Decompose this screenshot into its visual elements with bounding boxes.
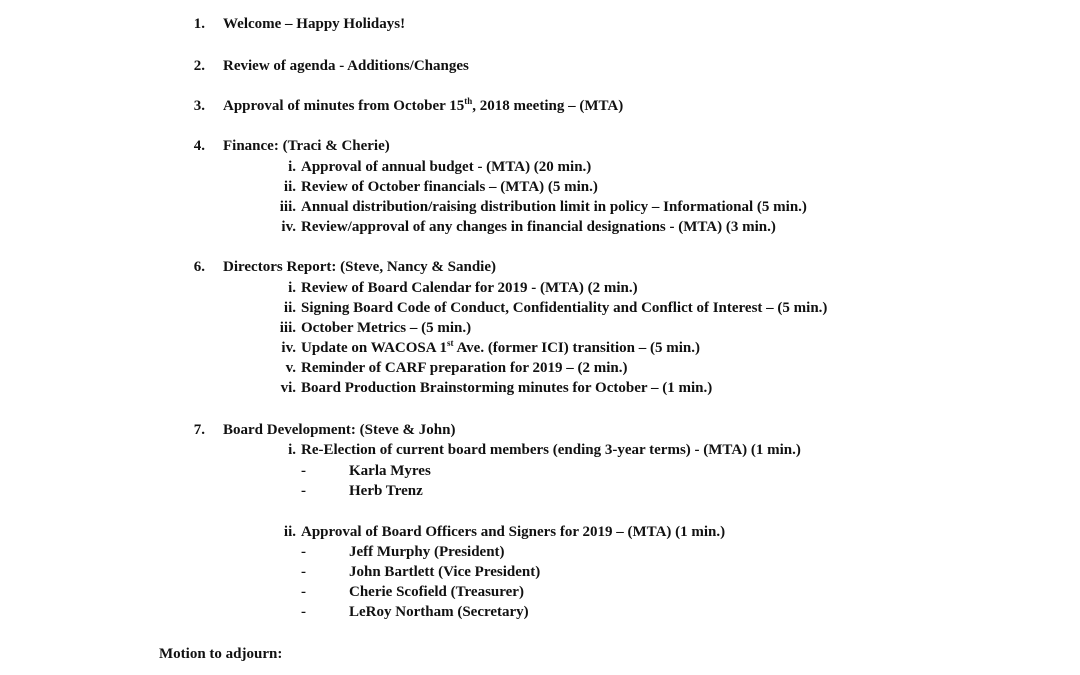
officer-name: Cherie Scofield (Treasurer): [349, 584, 524, 600]
subitem-numeral: iii.: [279, 199, 296, 215]
list-dash: -: [301, 483, 306, 499]
item-number: 3.: [193, 98, 205, 114]
list-dash: -: [301, 584, 306, 600]
item-text: Board Development: (Steve & John): [223, 422, 456, 438]
subitem-text: Approval of Board Officers and Signers for 2019 – (MTA) (1 min.): [301, 524, 726, 540]
subitem-text: Review of Board Calendar for 2019 - (MTA) (2 min.): [301, 280, 638, 296]
item-text: Finance: (Traci & Cherie): [223, 138, 390, 154]
item-number: 2.: [193, 58, 205, 74]
subitem-numeral: ii.: [283, 524, 296, 540]
subitem-numeral: ii.: [283, 179, 296, 195]
item-number: 1.: [193, 16, 205, 32]
subitem-text: Signing Board Code of Conduct, Confidentiality and Conflict of Interest – (5 min.): [301, 300, 828, 316]
subitem-text: Review of October financials – (MTA) (5 min.): [301, 179, 598, 195]
officer-name: John Bartlett (Vice President): [349, 564, 541, 580]
subitem-numeral: iv.: [281, 219, 296, 235]
list-dash: -: [301, 604, 306, 620]
subitem-numeral: vi.: [280, 380, 296, 396]
subitem-numeral: iv.: [281, 340, 296, 356]
item-text: Welcome – Happy Holidays!: [223, 16, 406, 32]
subitem-text: Annual distribution/raising distribution limit in policy – Informational (5 min.): [301, 199, 807, 215]
subitem-numeral: i.: [288, 280, 296, 296]
item-text: Approval of minutes from October 15th, 2018 meeting – (MTA): [223, 96, 624, 114]
subitem-text: October Metrics – (5 min.): [301, 320, 472, 336]
officer-name: Jeff Murphy (President): [349, 544, 505, 560]
subitem-text: Re-Election of current board members (ending 3-year terms) - (MTA) (1 min.): [301, 442, 801, 458]
officer-name: LeRoy Northam (Secretary): [349, 604, 529, 620]
subitem-text: Reminder of CARF preparation for 2019 – (2 min.): [301, 360, 628, 376]
subitem-numeral: ii.: [283, 300, 296, 316]
member-name: Karla Myres: [349, 463, 431, 479]
item-text: Directors Report: (Steve, Nancy & Sandie): [223, 259, 496, 275]
closing-text: Motion to adjourn:: [159, 646, 283, 662]
subitem-text: Review/approval of any changes in financial designations - (MTA) (3 min.): [301, 219, 776, 235]
item-text: Review of agenda - Additions/Changes: [223, 58, 469, 74]
subitem-text: Update on WACOSA 1st Ave. (former ICI) transition – (5 min.): [301, 338, 701, 356]
list-dash: -: [301, 463, 306, 479]
member-name: Herb Trenz: [349, 483, 423, 499]
item-number: 6.: [193, 259, 205, 275]
list-dash: -: [301, 564, 306, 580]
list-dash: -: [301, 544, 306, 560]
subitem-text: Board Production Brainstorming minutes for October – (1 min.): [301, 380, 713, 396]
subitem-numeral: i.: [288, 442, 296, 458]
item-number: 7.: [193, 422, 205, 438]
subitem-numeral: v.: [285, 360, 296, 376]
subitem-numeral: i.: [288, 159, 296, 175]
subitem-text: Approval of annual budget - (MTA) (20 min.): [301, 159, 592, 175]
item-number: 4.: [193, 138, 205, 154]
subitem-numeral: iii.: [279, 320, 296, 336]
